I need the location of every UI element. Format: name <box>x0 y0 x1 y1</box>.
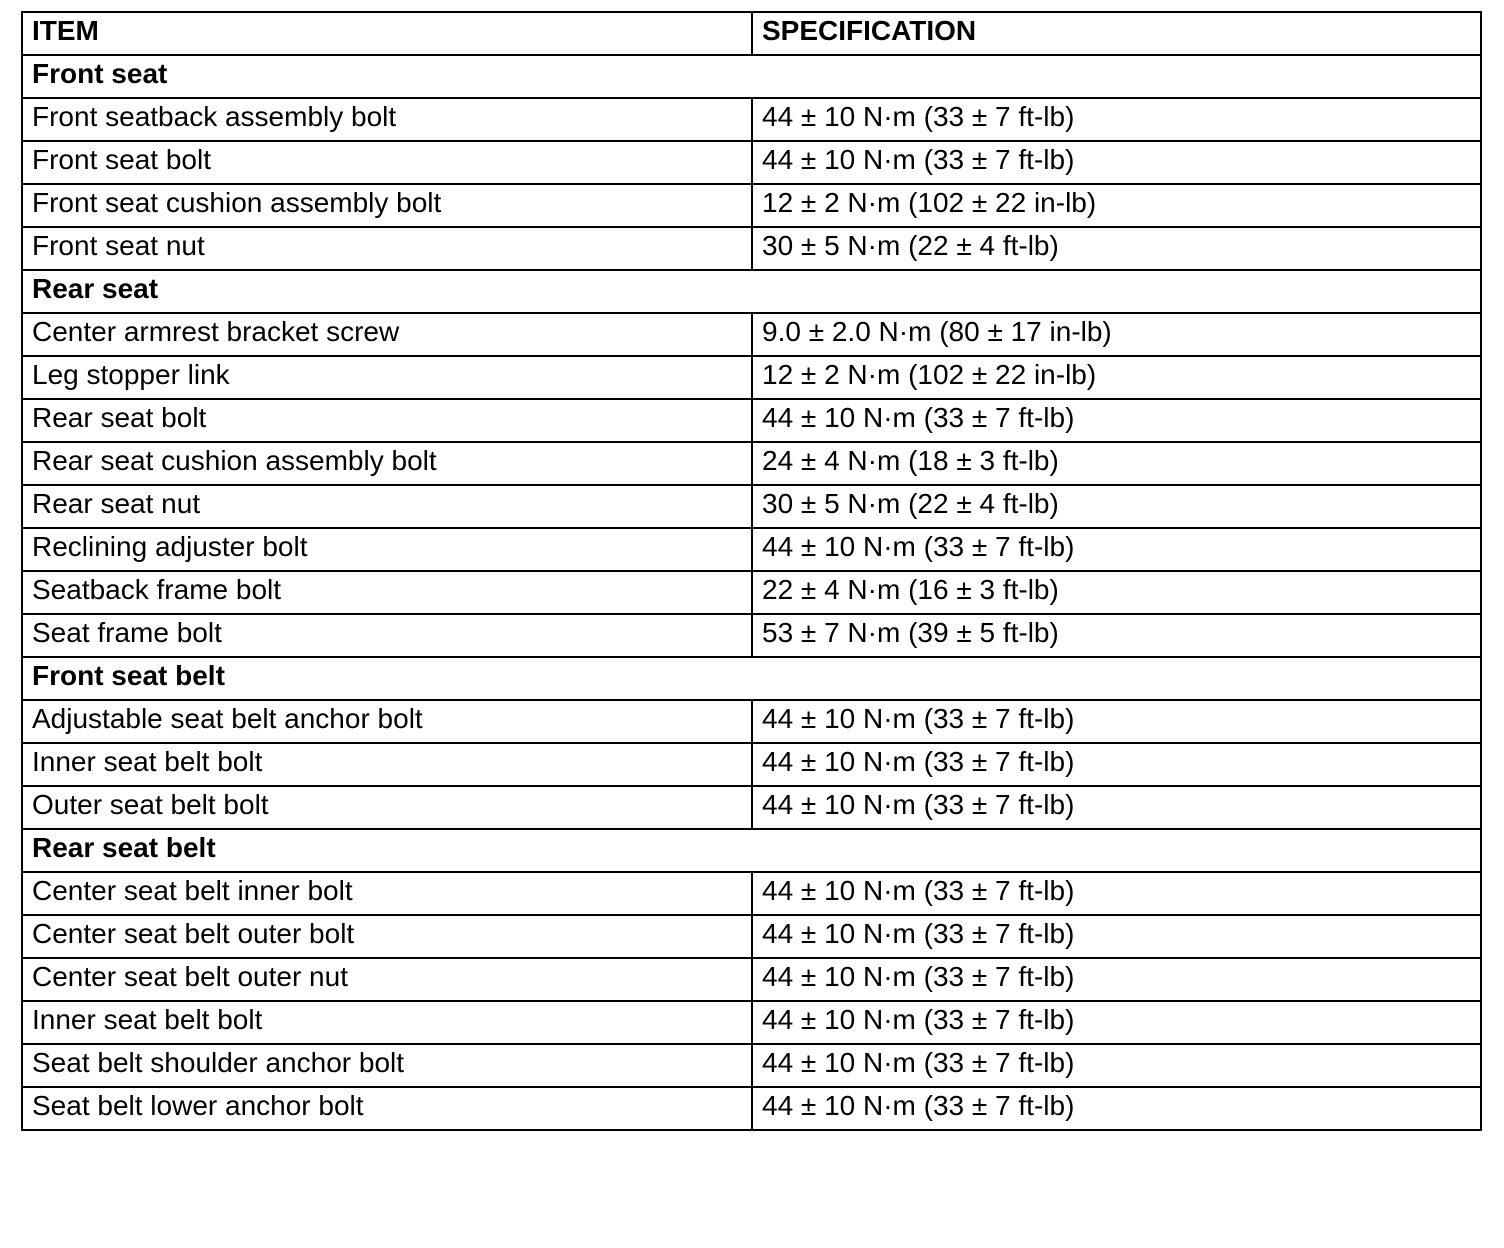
specification-cell: 44 ± 10 N·m (33 ± 7 ft-lb) <box>752 141 1481 184</box>
table-row <box>22 1087 1481 1130</box>
table-row <box>22 399 1481 442</box>
specification-cell: 44 ± 10 N·m (33 ± 7 ft-lb) <box>752 399 1481 442</box>
table-row <box>22 743 1481 786</box>
item-cell: Center seat belt outer bolt <box>22 915 752 958</box>
specification-cell: 44 ± 10 N·m (33 ± 7 ft-lb) <box>752 743 1481 786</box>
table-row <box>22 872 1481 915</box>
specification-cell: 44 ± 10 N·m (33 ± 7 ft-lb) <box>752 1001 1481 1044</box>
table-row <box>22 528 1481 571</box>
section-row <box>22 270 1481 313</box>
table-row <box>22 313 1481 356</box>
item-cell: Outer seat belt bolt <box>22 786 752 829</box>
item-cell: Seat frame bolt <box>22 614 752 657</box>
specification-cell: 30 ± 5 N·m (22 ± 4 ft-lb) <box>752 227 1481 270</box>
item-cell: Front seatback assembly bolt <box>22 98 752 141</box>
table-row <box>22 1001 1481 1044</box>
item-cell: Center seat belt outer nut <box>22 958 752 1001</box>
specification-table <box>21 11 1482 1131</box>
table-header-row <box>22 12 1481 55</box>
specification-cell: 24 ± 4 N·m (18 ± 3 ft-lb) <box>752 442 1481 485</box>
item-cell: Seat belt shoulder anchor bolt <box>22 1044 752 1087</box>
specification-cell: 44 ± 10 N·m (33 ± 7 ft-lb) <box>752 786 1481 829</box>
table-row <box>22 786 1481 829</box>
table-row <box>22 485 1481 528</box>
specification-cell: 44 ± 10 N·m (33 ± 7 ft-lb) <box>752 1044 1481 1087</box>
specification-cell: 12 ± 2 N·m (102 ± 22 in-lb) <box>752 184 1481 227</box>
table-row <box>22 442 1481 485</box>
item-cell: Seatback frame bolt <box>22 571 752 614</box>
item-cell: Center seat belt inner bolt <box>22 872 752 915</box>
specification-cell: 22 ± 4 N·m (16 ± 3 ft-lb) <box>752 571 1481 614</box>
table-row <box>22 98 1481 141</box>
item-cell: Rear seat nut <box>22 485 752 528</box>
item-cell: Inner seat belt bolt <box>22 743 752 786</box>
section-title: Front seat belt <box>22 657 1481 700</box>
table-row <box>22 1044 1481 1087</box>
table-row <box>22 958 1481 1001</box>
specification-cell: 44 ± 10 N·m (33 ± 7 ft-lb) <box>752 958 1481 1001</box>
item-cell: Reclining adjuster bolt <box>22 528 752 571</box>
specification-cell: 53 ± 7 N·m (39 ± 5 ft-lb) <box>752 614 1481 657</box>
specification-cell: 30 ± 5 N·m (22 ± 4 ft-lb) <box>752 485 1481 528</box>
item-cell: Center armrest bracket screw <box>22 313 752 356</box>
specification-cell: 12 ± 2 N·m (102 ± 22 in-lb) <box>752 356 1481 399</box>
item-cell: Front seat bolt <box>22 141 752 184</box>
table-row <box>22 571 1481 614</box>
item-cell: Adjustable seat belt anchor bolt <box>22 700 752 743</box>
column-header-item: ITEM <box>22 12 752 55</box>
section-row <box>22 657 1481 700</box>
table-row <box>22 141 1481 184</box>
item-cell: Seat belt lower anchor bolt <box>22 1087 752 1130</box>
section-row <box>22 55 1481 98</box>
table-row <box>22 915 1481 958</box>
table-row <box>22 184 1481 227</box>
specification-cell: 44 ± 10 N·m (33 ± 7 ft-lb) <box>752 528 1481 571</box>
item-cell: Inner seat belt bolt <box>22 1001 752 1044</box>
specification-cell: 44 ± 10 N·m (33 ± 7 ft-lb) <box>752 98 1481 141</box>
specification-cell: 44 ± 10 N·m (33 ± 7 ft-lb) <box>752 915 1481 958</box>
item-cell: Front seat nut <box>22 227 752 270</box>
item-cell: Rear seat cushion assembly bolt <box>22 442 752 485</box>
table-row <box>22 614 1481 657</box>
specification-cell: 9.0 ± 2.0 N·m (80 ± 17 in-lb) <box>752 313 1481 356</box>
specification-cell: 44 ± 10 N·m (33 ± 7 ft-lb) <box>752 872 1481 915</box>
section-title: Front seat <box>22 55 1481 98</box>
specification-cell: 44 ± 10 N·m (33 ± 7 ft-lb) <box>752 1087 1481 1130</box>
table-row <box>22 356 1481 399</box>
table-row <box>22 700 1481 743</box>
section-row <box>22 829 1481 872</box>
table-row <box>22 227 1481 270</box>
section-title: Rear seat <box>22 270 1481 313</box>
specification-cell: 44 ± 10 N·m (33 ± 7 ft-lb) <box>752 700 1481 743</box>
item-cell: Front seat cushion assembly bolt <box>22 184 752 227</box>
item-cell: Leg stopper link <box>22 356 752 399</box>
item-cell: Rear seat bolt <box>22 399 752 442</box>
column-header-specification: SPECIFICATION <box>752 12 1481 55</box>
table-body <box>22 55 1481 1130</box>
section-title: Rear seat belt <box>22 829 1481 872</box>
